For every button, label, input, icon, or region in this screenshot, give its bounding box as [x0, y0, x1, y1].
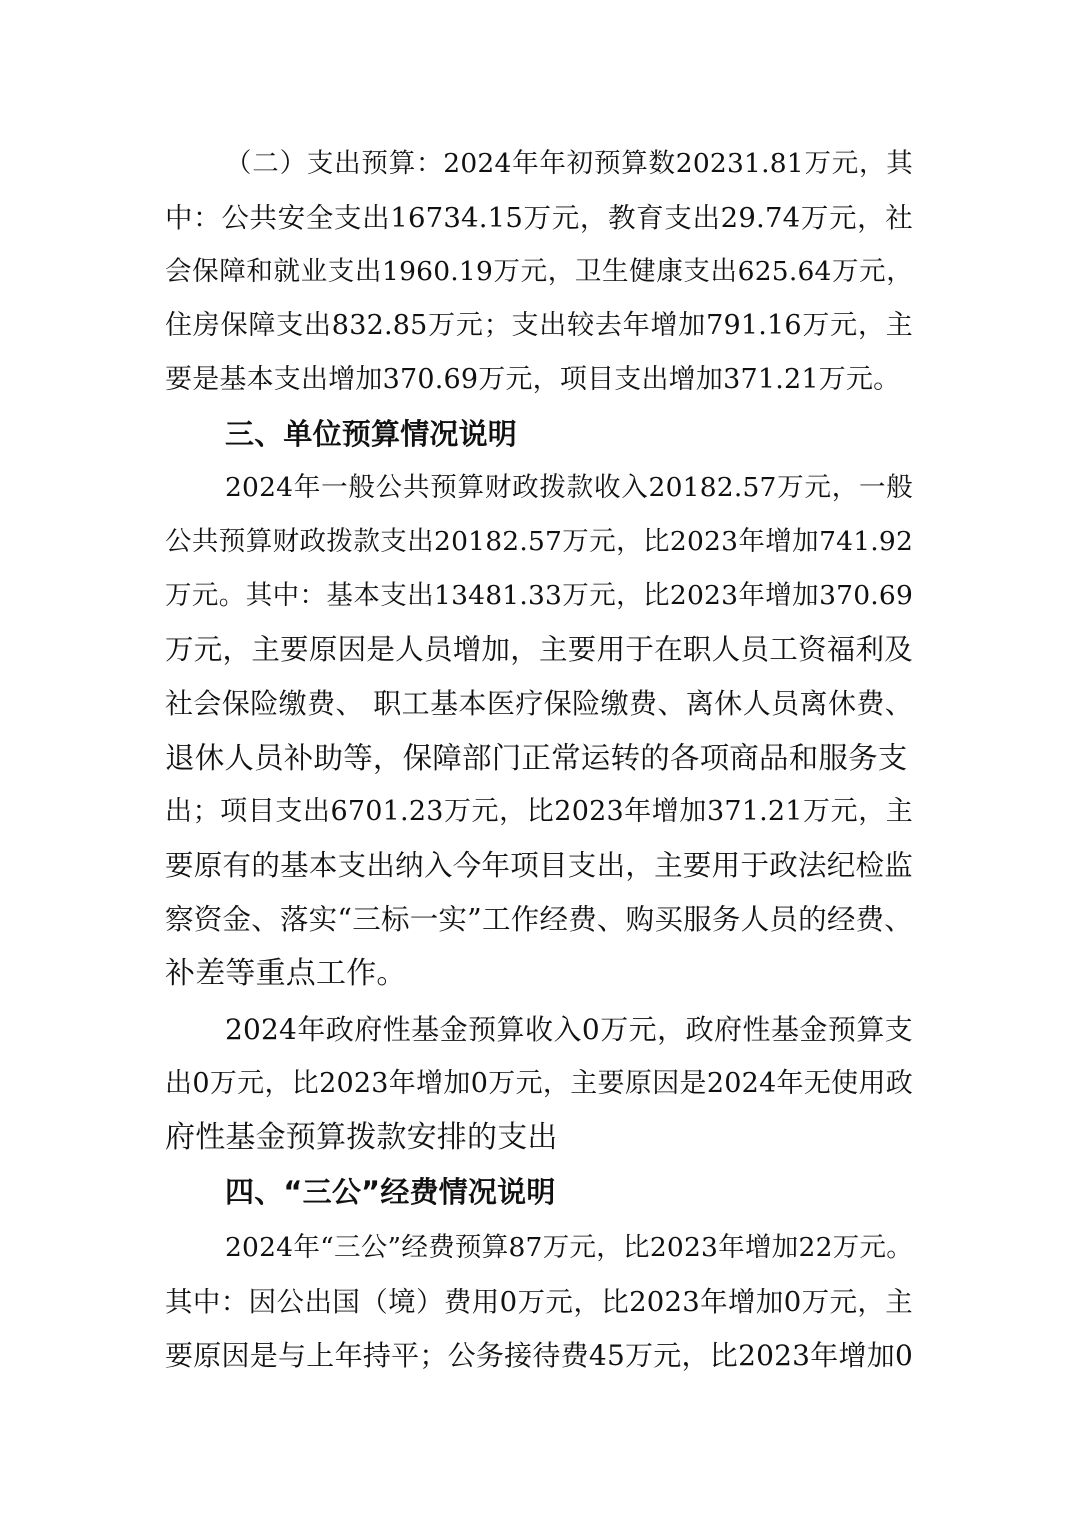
- paragraph-unit-budget-line: 要原有的基本支出纳入今年项目支出，主要用于政法纪检监: [165, 849, 913, 882]
- paragraph-unit-budget-line: 公共预算财政拨款支出20182.57万元，比2023年增加741.92: [165, 526, 913, 557]
- paragraph-unit-budget-line: 社会保险缴费、 职工基本医疗保险缴费、离休人员离休费、: [165, 687, 913, 720]
- paragraph-unit-budget-line: 2024年一般公共预算财政拨款收入20182.57万元，一般: [225, 472, 913, 503]
- paragraph-gov-fund-line: 出0万元，比2023年增加0万元，主要原因是2024年无使用政: [165, 1068, 913, 1099]
- paragraph-expense-budget-line: 要是基本支出增加370.69万元，项目支出增加371.21万元。: [165, 364, 901, 395]
- paragraph-three-public-line: 要原因是与上年持平；公务接待费45万元，比2023年增加0: [165, 1339, 913, 1372]
- paragraph-unit-budget-line: 万元，主要原因是人员增加，主要用于在职人员工资福利及: [165, 633, 913, 666]
- section-heading-three-public-expenses: 四、“三公”经费情况说明: [225, 1175, 556, 1209]
- paragraph-expense-budget-line: 中：公共安全支出16734.15万元，教育支出29.74万元，社: [165, 202, 913, 234]
- paragraph-expense-budget-line: （二）支出预算：2024年年初预算数20231.81万元，其: [225, 148, 913, 179]
- section-heading-unit-budget: 三、单位预算情况说明: [225, 417, 518, 451]
- paragraph-unit-budget-line: 补差等重点工作。: [165, 956, 407, 991]
- paragraph-gov-fund-line: 2024年政府性基金预算收入0万元，政府性基金预算支: [225, 1013, 913, 1046]
- paragraph-three-public-line: 其中：因公出国（境）费用0万元，比2023年增加0万元，主: [165, 1286, 913, 1318]
- paragraph-unit-budget-line: 察资金、落实“三标一实”工作经费、购买服务人员的经费、: [165, 903, 913, 936]
- paragraph-gov-fund-line: 府性基金预算拨款安排的支出: [165, 1120, 558, 1155]
- paragraph-unit-budget-line: 退休人员补助等，保障部门正常运转的各项商品和服务支: [165, 741, 908, 775]
- paragraph-expense-budget-line: 会保障和就业支出1960.19万元，卫生健康支出625.64万元，: [165, 256, 913, 287]
- paragraph-unit-budget-line: 出；项目支出6701.23万元，比2023年增加371.21万元，主: [165, 796, 913, 827]
- paragraph-expense-budget-line: 住房保障支出832.85万元；支出较去年增加791.16万元，主: [165, 310, 913, 341]
- paragraph-three-public-line: 2024年“三公”经费预算87万元，比2023年增加22万元。: [225, 1232, 913, 1263]
- paragraph-unit-budget-line: 万元。其中：基本支出13481.33万元，比2023年增加370.69: [165, 580, 913, 611]
